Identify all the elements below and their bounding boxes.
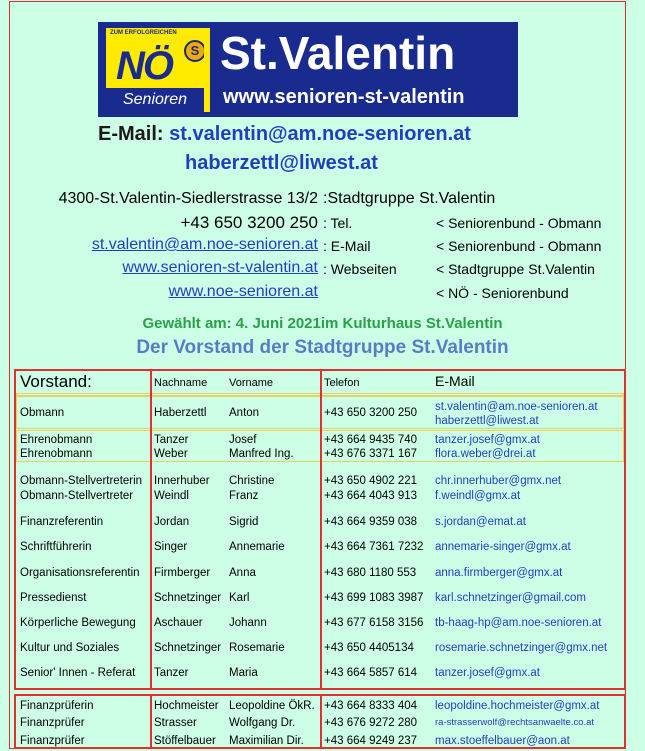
row-9-role: Körperliche Bewegung [20,617,136,629]
row-2-lastname: Weber [154,448,188,460]
contact-left-2[interactable]: st.valentin@am.noe-senioren.at [91,236,318,253]
row-11-lastname: Tanzer [154,667,189,679]
contact-mid-0: :Stadtgruppe St.Valentin [323,190,496,207]
row-1-firstname: Josef [229,434,257,446]
row-2-firstname: Manfred Ing. [229,448,294,460]
contact-right-3: < Stadtgruppe St.Valentin [436,261,595,277]
header-nachname: Nachname [154,377,208,389]
row-8-lastname: Schnetzinger [154,592,222,604]
logo-badge-icon: S [184,40,206,62]
header-vorname: Vorname [229,377,274,389]
logo-tagline: ZUM ERFOLGREICHEN [110,30,177,36]
header-banner [98,22,518,117]
contact-mid-3: : Webseiten [323,261,397,277]
row-7-firstname: Anna [229,567,256,579]
row-12-phone: +43 664 8333 404 [324,700,418,712]
row-10-firstname: Rosemarie [229,642,285,654]
row-14-firstname: Maximilian Dir. [229,735,304,747]
row-0-phone: +43 650 3200 250 [324,407,418,419]
contact-left-3[interactable]: www.senioren-st-valentin.at [122,259,318,276]
board-title: Der Vorstand der Stadtgruppe St.Valentin [136,337,509,358]
header-vorstand: Vorstand: [20,372,92,391]
row-6-firstname: Annemarie [229,541,285,553]
row-13-role: Finanzprüfer [20,717,85,729]
row-10-phone: +43 650 4405134 [324,642,414,654]
email-line-primary [98,123,471,146]
row-5-lastname: Jordan [154,516,190,528]
contact-right-1: < Seniorenbund - Obmann [436,215,602,231]
row-2-role: Ehrenobmann [20,448,93,460]
contact-mid-1: : Tel. [323,215,353,231]
election-date: Gewählt am: 4. Juni 2021im Kulturhaus St.Valentin [142,315,503,332]
row-14-lastname: Stöffelbauer [154,735,216,747]
row-6-email[interactable]: annemarie-singer@gmx.at [435,541,571,553]
row-0-role: Obmann [20,407,65,419]
contact-left-0: 4300-St.Valentin-Siedlerstrasse 13/2 [58,190,318,207]
row-0-email2[interactable]: haberzettl@liwest.at [435,415,539,427]
row-0-firstname: Anton [229,407,260,419]
row-3-firstname: Christine [229,475,275,487]
row-0-email[interactable]: st.valentin@am.noe-senioren.at [435,401,598,413]
row-9-phone: +43 677 6158 3156 [324,617,424,629]
row-10-email[interactable]: rosemarie.schnetzinger@gmx.net [435,642,608,654]
contact-left-4[interactable]: www.noe-senioren.at [168,283,318,300]
row-8-firstname: Karl [229,592,250,604]
row-2-email[interactable]: flora.weber@drei.at [435,448,536,460]
header-telefon: Telefon [324,377,360,389]
row-5-role: Finanzreferentin [20,516,104,528]
row-4-firstname: Franz [229,490,259,502]
row-1-role: Ehrenobmann [20,434,93,446]
row-4-phone: +43 664 4043 913 [324,490,418,502]
row-11-firstname: Maria [229,667,258,679]
logo-stripe [204,28,210,112]
row-13-lastname: Strasser [154,717,197,729]
row-1-email[interactable]: tanzer.josef@gmx.at [435,434,540,446]
row-5-email[interactable]: s.jordan@emat.at [435,516,526,528]
row-6-role: Schriftführerin [20,541,92,553]
contact-mid-2: : E-Mail [323,238,371,254]
row-13-email[interactable]: ra-strasserwolf@rechtsanwaelte.co.at [435,717,595,728]
row-11-role: Senior' Innen - Referat [20,667,136,679]
row-13-firstname: Wolfgang Dr. [229,717,296,729]
row-8-phone: +43 699 1083 3987 [324,592,424,604]
row-7-phone: +43 680 1180 553 [324,567,417,579]
logo-subtitle: Senioren [106,88,204,112]
row-3-phone: +43 650 4902 221 [324,475,418,487]
email-primary[interactable]: st.valentin@am.noe-senioren.at [169,123,471,145]
row-14-email[interactable]: max.stoeffelbauer@aon.at [435,735,570,747]
header-email: E-Mail [435,373,475,389]
noe-senioren-logo [106,28,204,112]
row-11-email[interactable]: tanzer.josef@gmx.at [435,667,540,679]
column-divider-auditors-0 [150,695,152,748]
contact-right-4: < NÖ - Seniorenbund [436,285,569,301]
row-10-role: Kultur und Soziales [20,642,120,654]
row-12-email[interactable]: leopoldine.hochmeister@gmx.at [435,700,600,712]
row-11-phone: +43 664 5857 614 [324,667,418,679]
row-6-lastname: Singer [154,541,188,553]
row-5-phone: +43 664 9359 038 [324,516,418,528]
row-2-phone: +43 676 3371 167 [324,448,418,460]
row-3-email[interactable]: chr.innerhuber@gmx.net [435,475,562,487]
row-7-email[interactable]: anna.firmberger@gmx.at [435,567,563,579]
row-3-role: Obmann-Stellvertreterin [20,475,143,487]
row-0-lastname: Haberzettl [154,407,207,419]
row-9-firstname: Johann [229,617,267,629]
row-12-role: Finanzprüferin [20,700,94,712]
column-divider-auditors-1 [320,695,322,748]
row-10-lastname: Schnetzinger [154,642,222,654]
row-6-phone: +43 664 7361 7232 [324,541,424,553]
column-divider-0 [150,370,152,689]
row-4-lastname: Weindl [154,490,189,502]
row-1-lastname: Tanzer [154,434,189,446]
row-5-firstname: Sigrid [229,516,259,528]
email-secondary[interactable]: haberzettl@liwest.at [185,152,378,174]
row-14-phone: +43 664 9249 237 [324,735,418,747]
column-divider-1 [320,370,322,689]
email-label: E-Mail: [98,123,164,145]
row-13-phone: +43 676 9272 280 [324,717,418,729]
contact-right-2: < Seniorenbund - Obmann [436,238,602,254]
row-9-lastname: Aschauer [154,617,203,629]
row-9-email[interactable]: tb-haag-hp@am.noe-senioren.at [435,617,602,629]
row-1-phone: +43 664 9435 740 [324,434,418,446]
banner-title: St.Valentin [220,27,456,79]
row-14-role: Finanzprüfer [20,735,85,747]
row-4-email[interactable]: f.weindl@gmx.at [435,490,521,502]
row-3-lastname: Innerhuber [154,475,210,487]
row-12-firstname: Leopoldine ÖkR. [229,700,315,712]
row-7-role: Organisationsreferentin [20,567,140,579]
row-8-role: Pressedienst [20,592,87,604]
row-7-lastname: Firmberger [154,567,211,579]
row-8-email[interactable]: karl.schnetzinger@gmail.com [435,592,587,604]
contact-left-1: +43 650 3200 250 [180,213,318,232]
email-line-secondary [185,152,378,175]
row-4-role: Obmann-Stellvertreter [20,490,134,502]
row-12-lastname: Hochmeister [154,700,219,712]
banner-url: www.senioren-st-valentin [223,86,465,108]
logo-text: NÖ [116,44,172,88]
